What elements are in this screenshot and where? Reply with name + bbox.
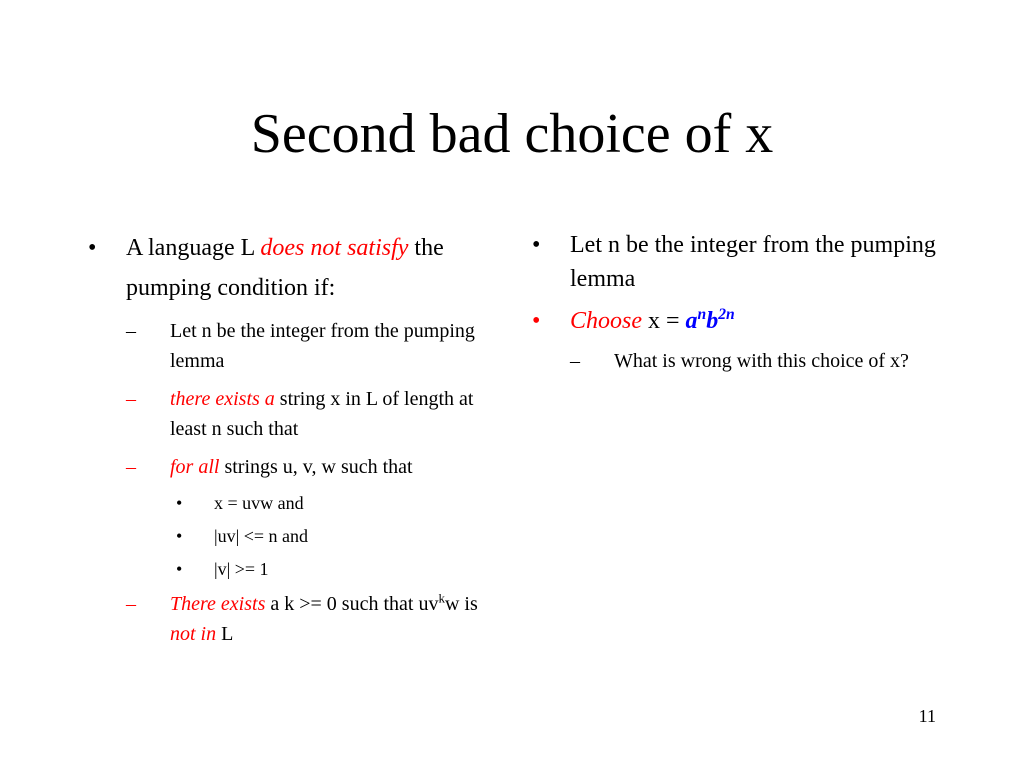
item2-red: Choose: [570, 308, 642, 334]
sub3-post: strings u, v, w such that: [219, 456, 413, 478]
sub4-post: L: [216, 623, 234, 645]
intro-pre: A language L: [126, 235, 261, 261]
bullet-marker: •: [176, 559, 183, 579]
sub4-mid2: w is: [444, 593, 478, 615]
sub-item-n: [126, 316, 508, 376]
sub1-text: Let n be the integer from the pumping lemma: [170, 320, 475, 372]
condition-item: [176, 490, 508, 516]
page-number: 11: [918, 706, 936, 726]
sub-item-question: [570, 346, 972, 376]
bullet-marker: •: [532, 308, 541, 334]
question-text: What is wrong with this choice of x?: [614, 350, 909, 372]
sub2-red: there exists a: [170, 388, 275, 410]
dash-marker: –: [570, 350, 580, 372]
bullet-marker: •: [176, 526, 183, 546]
dash-marker: –: [126, 456, 136, 478]
sub-item-for-all: [126, 452, 508, 482]
item2-base2: b: [706, 308, 719, 334]
intro-red: does not satisfy: [260, 235, 409, 261]
sub-item-exists-k: [126, 589, 508, 649]
bullet-let-n: [532, 228, 972, 296]
item2-base1: a: [685, 308, 698, 334]
right-column: [532, 228, 972, 384]
condition-item: [176, 523, 508, 549]
sub2-post: string x in L of length at least n such that: [170, 388, 474, 440]
dash-marker: –: [126, 593, 136, 615]
bullet-marker: •: [88, 235, 97, 261]
bullet-choose-x: [532, 304, 972, 338]
dash-marker: –: [126, 388, 136, 410]
bullet-marker: •: [176, 493, 183, 513]
slide-title: Second bad choice of x: [250, 103, 774, 165]
cond3-text: |v| >= 1: [214, 559, 269, 579]
sub4-red2: not in: [170, 623, 217, 645]
intro-post: the pumping condition if:: [126, 235, 444, 301]
condition-item: [176, 556, 508, 582]
bullet-language-condition: [88, 228, 508, 308]
bullet-marker: •: [532, 232, 541, 258]
sub4-red: There exists: [170, 593, 266, 615]
sub-item-exists-x: [126, 384, 508, 444]
item2-sup2: 2n: [718, 306, 735, 323]
sub4-mid: a k >= 0 such that uv: [265, 593, 439, 615]
cond2-text: |uv| <= n and: [214, 526, 308, 546]
sub3-red: for all: [170, 456, 220, 478]
cond1-text: x = uvw and: [214, 493, 304, 513]
item2-mid: x =: [642, 308, 686, 334]
dash-marker: –: [126, 320, 136, 342]
sub4-sup: k: [438, 590, 445, 606]
item2-sup1: n: [697, 306, 707, 323]
item1-text: Let n be the integer from the pumping lemma: [570, 232, 936, 292]
left-column: [88, 228, 508, 657]
